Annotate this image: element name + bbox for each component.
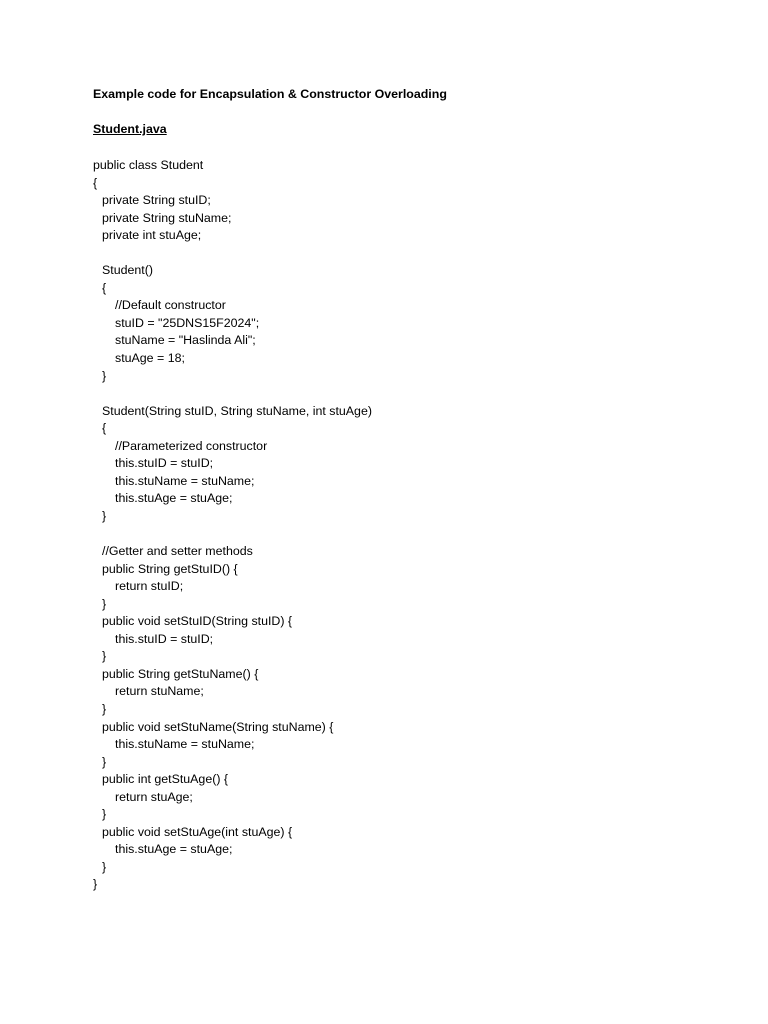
code-line: return stuAge;: [115, 789, 193, 804]
code-line: public String getStuID() {: [102, 561, 238, 576]
blank-line: [93, 525, 372, 543]
code-line: public void setStuName(String stuName) {: [102, 719, 334, 734]
code-line: stuName = "Haslinda Ali";: [115, 333, 256, 348]
code-line: this.stuAge = stuAge;: [115, 491, 233, 506]
code-line: }: [102, 701, 107, 716]
code-line: {: [93, 175, 98, 190]
code-line: public class Student: [93, 158, 204, 172]
code-line: this.stuID = stuID;: [115, 631, 214, 646]
code-line: stuAge = 18;: [115, 351, 185, 366]
code-line: }: [102, 508, 107, 523]
code-line: private int stuAge;: [102, 228, 202, 243]
code-line: return stuName;: [115, 684, 204, 699]
code-line: public String getStuName() {: [102, 666, 259, 681]
code-line: this.stuName = stuName;: [115, 473, 255, 488]
code-line: private String stuName;: [102, 210, 232, 225]
code-line: }: [93, 877, 98, 892]
code-line: }: [102, 859, 107, 874]
code-line: }: [102, 368, 107, 383]
code-line: }: [102, 754, 107, 769]
code-line: public void setStuAge(int stuAge) {: [102, 824, 293, 839]
code-line: {: [102, 280, 107, 295]
blank-line: [93, 385, 372, 403]
code-line: this.stuAge = stuAge;: [115, 842, 233, 857]
code-line: }: [102, 649, 107, 664]
file-name-heading: Student.java: [93, 122, 167, 136]
code-line: public int getStuAge() {: [102, 772, 229, 787]
document-title: Example code for Encapsulation & Constructor Overloading: [93, 87, 447, 101]
code-line: //Parameterized constructor: [115, 438, 268, 453]
code-line: //Default constructor: [115, 298, 226, 313]
code-line: stuID = "25DNS15F2024";: [115, 315, 260, 330]
code-line: {: [102, 421, 107, 436]
code-line: this.stuID = stuID;: [115, 456, 214, 471]
code-line: Student(String stuID, String stuName, int stuAge): [102, 403, 372, 418]
code-line: return stuID;: [115, 579, 184, 594]
code-line: Student(): [102, 263, 153, 278]
code-line: //Getter and setter methods: [102, 544, 253, 559]
code-block: [93, 157, 372, 894]
code-line: }: [102, 596, 107, 611]
code-line: this.stuName = stuName;: [115, 737, 255, 752]
code-line: }: [102, 807, 107, 822]
blank-line: [93, 245, 372, 263]
code-line: public void setStuID(String stuID) {: [102, 614, 293, 629]
code-line: private String stuID;: [102, 193, 211, 208]
